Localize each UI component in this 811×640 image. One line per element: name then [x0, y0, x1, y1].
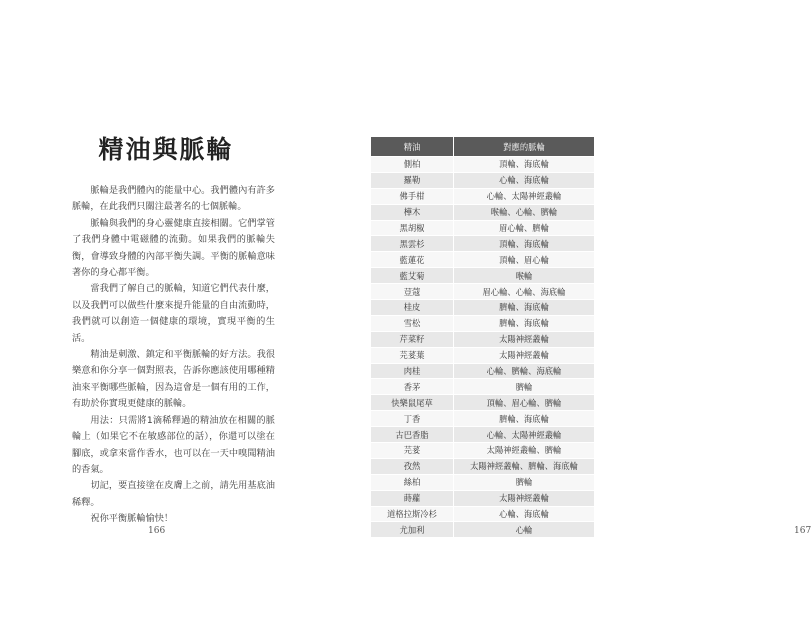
table-row: [371, 363, 595, 379]
table-row: [371, 506, 595, 522]
chakra-cell: 頂輪、眉心輪: [454, 252, 595, 268]
paragraph: 祝你平衡脈輪愉快！: [90, 513, 174, 525]
oil-name-cell: 雪松: [371, 315, 454, 331]
oil-name-cell: 古巴香脂: [371, 427, 454, 443]
chakra-cell: 臍輪、海底輪: [454, 411, 595, 427]
oil-chakra-table: [370, 136, 595, 538]
table-row: [371, 315, 595, 331]
oil-name-cell: 芹菜籽: [371, 331, 454, 347]
chakra-cell: 太陽神經叢輪、臍輪、海底輪: [454, 458, 595, 474]
paragraph: 脈輪與我們的身心靈健康直接相關。它們掌管了我們身體中電磁體的流動。如果我們的脈輪失衡，會導致身體的內部平衡失調。平衡的脈輪意味著你的身心都平衡。: [72, 217, 275, 279]
oil-name-cell: 肉桂: [371, 363, 454, 379]
chakra-cell: 喉輪: [454, 268, 595, 284]
oil-name-cell: 樺木: [371, 204, 454, 220]
chakra-cell: 太陽神經叢輪: [454, 490, 595, 506]
oil-name-cell: 絲柏: [371, 474, 454, 490]
paragraph: 用法：只需將1滴稀釋過的精油放在相關的脈輪上（如果它不在敏感部位的話），你還可以塗在腳底，或拿來當作香水，也可以在一天中嗅聞精油的香氣。: [72, 414, 275, 475]
table-row: [371, 204, 595, 220]
oil-name-cell: 丁香: [371, 411, 454, 427]
table-row: [371, 347, 595, 363]
oil-name-cell: 桂皮: [371, 300, 454, 316]
chakra-cell: 臍輪、海底輪: [454, 315, 595, 331]
oil-name-cell: 側柏: [371, 157, 454, 173]
chakra-cell: 眉心輪、心輪、海底輪: [454, 284, 595, 300]
oil-name-cell: 黑胡椒: [371, 220, 454, 236]
chakra-cell: 頂輪、海底輪: [454, 157, 595, 173]
table-row: [371, 395, 595, 411]
oil-name-cell: 藍艾菊: [371, 268, 454, 284]
oil-name-cell: 藍蓮花: [371, 252, 454, 268]
oil-name-cell: 孜然: [371, 458, 454, 474]
table-row: [371, 331, 595, 347]
table-header-row: [371, 137, 595, 157]
table-row: [371, 490, 595, 506]
column-header-oil: 精油: [371, 137, 454, 157]
table-row: [371, 379, 595, 395]
body-text: [72, 183, 275, 528]
table-row: [371, 458, 595, 474]
oil-name-cell: 尤加利: [371, 522, 454, 538]
paragraph: 當我們了解自己的脈輪，知道它們代表什麼，以及我們可以做些什麼來提升能量的自由流動時，我們就可以創造一個健康的環境，實現平衡的生活。: [72, 283, 275, 344]
table-row: [371, 220, 595, 236]
table-row: [371, 157, 595, 173]
chakra-cell: 頂輪、海底輪: [454, 236, 595, 252]
oil-name-cell: 芫荽: [371, 443, 454, 459]
table-row: [371, 443, 595, 459]
oil-name-cell: 荳蔻: [371, 284, 454, 300]
chakra-cell: 太陽神經叢輪: [454, 331, 595, 347]
chakra-cell: 心輪、太陽神經叢輪: [454, 427, 595, 443]
chakra-cell: 喉輪、心輪、臍輪: [454, 204, 595, 220]
oil-name-cell: 道格拉斯冷杉: [371, 506, 454, 522]
table-row: [371, 268, 595, 284]
table-row: [371, 284, 595, 300]
oil-name-cell: 黑雲杉: [371, 236, 454, 252]
page-title: 精油與脈輪: [98, 135, 234, 164]
column-header-chakra: 對應的脈輪: [454, 137, 595, 157]
page-number: 167: [794, 526, 811, 536]
oil-name-cell: 香茅: [371, 379, 454, 395]
chakra-cell: 臍輪: [454, 474, 595, 490]
paragraph: 精油是刺激、鎮定和平衡脈輪的好方法。我很樂意和你分享一個對照表，告訴你應該使用哪種精油來平衡哪些脈輪，因為這會是一個有用的工作，有助於你實現更健康的脈輪。: [72, 349, 275, 410]
chakra-cell: 心輪: [454, 522, 595, 538]
chakra-cell: 頂輪、眉心輪、臍輪: [454, 395, 595, 411]
table-row: [371, 172, 595, 188]
chakra-cell: 臍輪、海底輪: [454, 300, 595, 316]
oil-name-cell: 佛手柑: [371, 188, 454, 204]
table-row: [371, 522, 595, 538]
left-page: [0, 0, 320, 640]
table-row: [371, 188, 595, 204]
chakra-cell: 心輪、臍輪、海底輪: [454, 363, 595, 379]
oil-name-cell: 蒔蘿: [371, 490, 454, 506]
chakra-cell: 心輪、海底輪: [454, 172, 595, 188]
table-row: [371, 300, 595, 316]
table-row: [371, 474, 595, 490]
page-number: 166: [148, 526, 166, 536]
oil-name-cell: 芫荽葉: [371, 347, 454, 363]
chakra-cell: 太陽神經叢輪: [454, 347, 595, 363]
table-row: [371, 427, 595, 443]
chakra-cell: 太陽神經叢輪、臍輪: [454, 443, 595, 459]
chakra-cell: 眉心輪、臍輪: [454, 220, 595, 236]
table-row: [371, 252, 595, 268]
table-row: [371, 411, 595, 427]
chakra-cell: 臍輪: [454, 379, 595, 395]
paragraph: 切記，要直接塗在皮膚上之前，請先用基底油稀釋。: [72, 480, 275, 508]
oil-name-cell: 羅勒: [371, 172, 454, 188]
chakra-cell: 心輪、太陽神經叢輪: [454, 188, 595, 204]
chakra-cell: 心輪、海底輪: [454, 506, 595, 522]
table-row: [371, 236, 595, 252]
paragraph: 脈輪是我們體內的能量中心。我們體內有許多脈輪，在此我們只關注最著名的七個脈輪。: [72, 185, 275, 213]
oil-name-cell: 快樂鼠尾草: [371, 395, 454, 411]
table-body: [371, 157, 595, 538]
